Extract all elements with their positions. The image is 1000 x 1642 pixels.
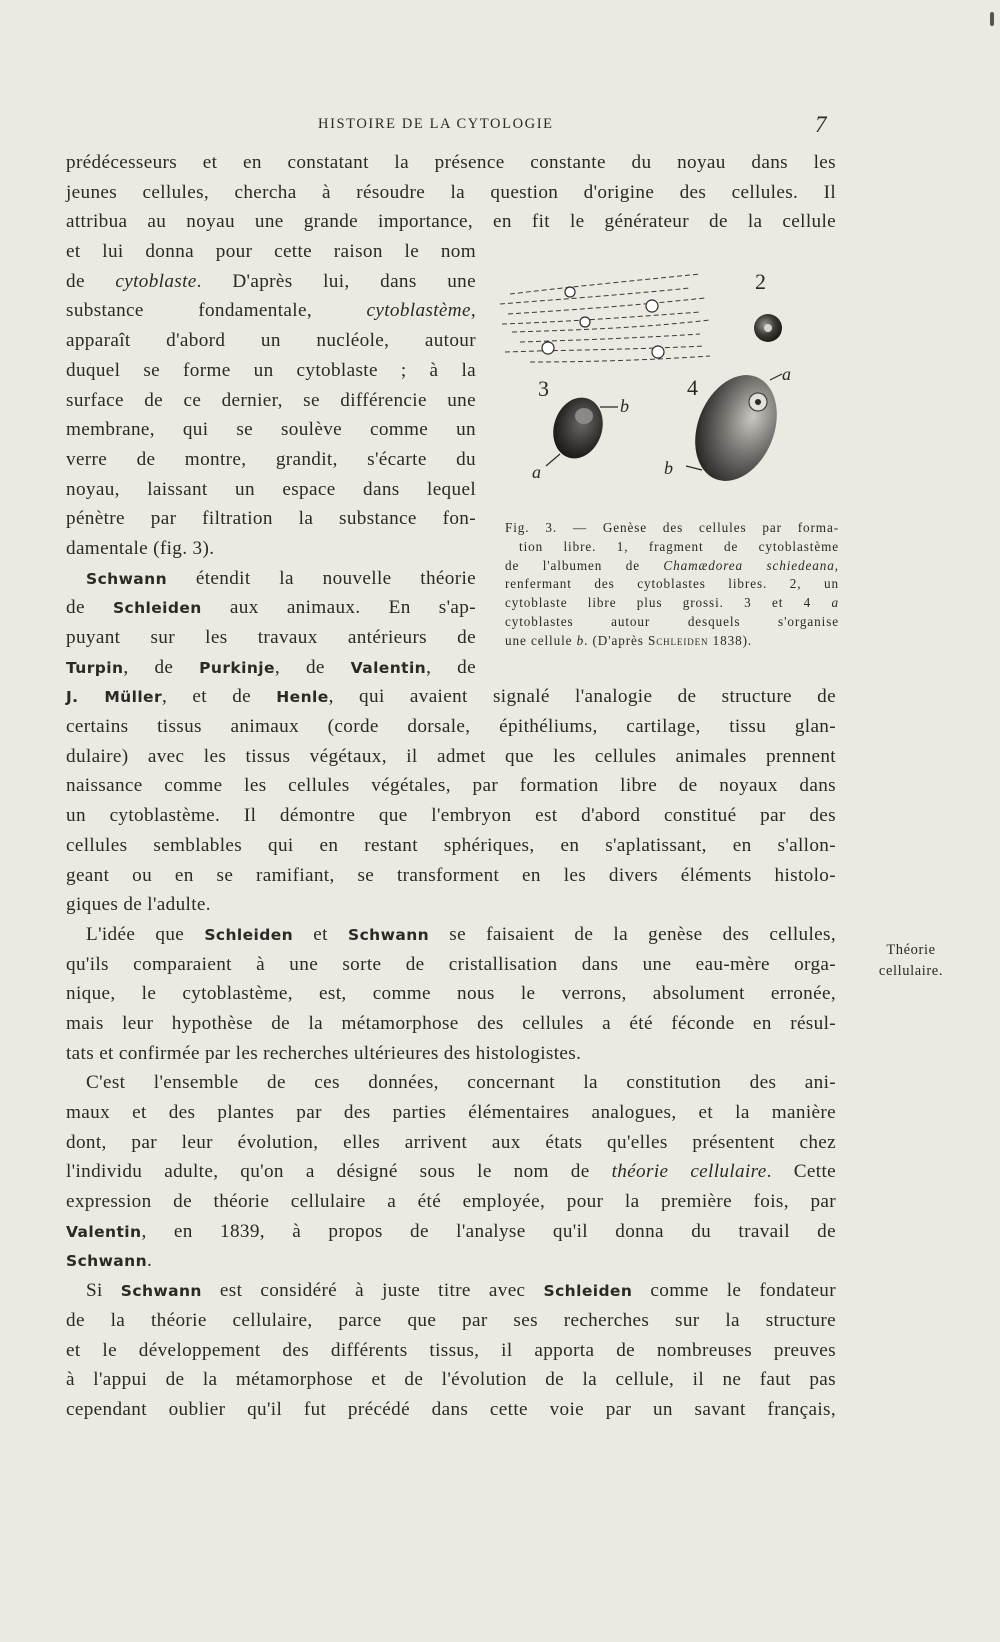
caption-letter: a <box>831 595 839 611</box>
text-run: , en 1839, à propos de l'analyse qu'il donna du travail de <box>141 1220 836 1242</box>
text-run: Si <box>86 1280 121 1302</box>
text-run: , de <box>123 656 200 678</box>
margin-note <box>866 940 956 982</box>
author-name: Schwann <box>120 1282 202 1301</box>
text-run: de <box>66 597 113 619</box>
text-line <box>66 1157 836 1187</box>
text-line: cellules semblables qui en restant sphériques, en s'aplatissant, en s'allon- <box>66 834 836 856</box>
text-run: l'individu adulte, qu'on a désigné sous le nom de <box>66 1161 612 1183</box>
cell-3 <box>546 391 618 466</box>
text-run: aux animaux. En s'ap- <box>201 597 476 619</box>
free-cytoblastes <box>542 287 664 358</box>
caption-run: cytoblaste libre plus grossi. 3 et 4 <box>505 595 832 611</box>
page-number: 7 <box>815 112 827 137</box>
caption-run: , <box>834 557 839 573</box>
text-line <box>66 593 476 623</box>
caption-line: cytoblastes autour desquels s'organise <box>505 613 839 629</box>
cytoblasteme-fragment <box>500 274 710 362</box>
text-line <box>66 296 476 326</box>
text-line <box>66 682 836 712</box>
page-edge-mark <box>990 12 994 26</box>
caption-line <box>505 557 839 576</box>
text-line: pénètre par filtration la substance fon- <box>66 508 476 530</box>
margin-note-line: Théorie <box>886 942 936 958</box>
text-line: naissance comme les cellules végétales, par formation libre de noyaux dans <box>66 775 836 797</box>
text-run: se faisaient de la genèse des cellules, <box>429 923 836 945</box>
caption-line: renfermant des cytoblastes libres. 2, un <box>505 576 839 592</box>
figure-caption <box>505 519 839 651</box>
text-run: . <box>147 1250 153 1272</box>
text-line: giques de l'adulte. <box>66 894 211 916</box>
caption-author: Schleiden <box>648 632 709 648</box>
text-line: membrane, qui se soulève comme un <box>66 419 476 441</box>
author-name: Schwann <box>66 1252 148 1271</box>
text-line: verre de montre, grandit, s'écarte du <box>66 448 476 470</box>
text-line: prédécesseurs et en constatant la présence constante du noyau dans les <box>66 152 836 173</box>
text-run: substance fondamentale, <box>66 300 367 322</box>
figure-label-a-3: a <box>532 462 541 482</box>
text-line <box>66 1217 836 1247</box>
text-line: mais leur hypothèse de la métamorphose des cellules a été féconde en résul- <box>66 1012 836 1034</box>
species-name: Chamædorea schiedeana <box>663 557 835 573</box>
caption-letter: b <box>576 632 585 648</box>
text-line <box>66 920 836 950</box>
text-line: certains tissus animaux (corde dorsale, épithéliums, cartilage, tissu glan- <box>66 716 836 738</box>
text-line: et le développement des différents tissus, il apporta de nombreuses preuves <box>66 1339 836 1361</box>
figure-label-b-3: b <box>620 396 629 416</box>
text-line: de la théorie cellulaire, parce que par ses recherches sur la structure <box>66 1309 836 1331</box>
text-line: cependant oublier qu'il fut précédé dans cette voie par un savant français, <box>66 1398 836 1420</box>
text-line: damentale (fig. 3). <box>66 537 215 559</box>
text-line <box>66 1246 836 1276</box>
text-run: . Cette <box>766 1161 836 1183</box>
text-line <box>66 564 476 594</box>
caption-line <box>505 594 839 613</box>
figure-label-4: 4 <box>687 375 698 400</box>
text-line: à l'appui de la métamorphose et de l'évolution de la cellule, il ne faut pas <box>66 1369 836 1391</box>
text-run: , de <box>426 656 476 678</box>
author-name: J. Müller <box>66 688 163 707</box>
text-run: , et de <box>162 686 277 708</box>
running-title: HISTOIRE DE LA CYTOLOGIE <box>318 116 554 132</box>
text-line: nique, le cytoblastème, est, comme nous le verrons, absolument erronée, <box>66 983 836 1005</box>
term-cytoblaste: cytoblaste <box>115 270 197 292</box>
text-run: , qui avaient signalé l'analogie de structure de <box>328 686 836 708</box>
text-line: attribua au noyau une grande importance, en fit le générateur de la cellule <box>66 211 836 233</box>
text-line: noyau, laissant un espace dans lequel <box>66 478 476 500</box>
author-name: Schleiden <box>204 925 294 944</box>
text-line: et lui donna pour cette raison le nom <box>66 241 476 263</box>
text-line: C'est l'ensemble de ces données, concernant la constitution des ani- <box>86 1072 836 1094</box>
author-name: Valentin <box>350 658 427 677</box>
text-line: puyant sur les travaux antérieurs de <box>66 627 476 648</box>
text-line <box>66 1276 836 1306</box>
text-line: qu'ils comparaient à une sorte de cristallisation dans une eau-mère orga- <box>66 953 836 975</box>
author-name: Purkinje <box>199 658 275 677</box>
author-name: Schleiden <box>543 1282 633 1301</box>
cytoblaste-2 <box>754 314 782 342</box>
caption-run: 1838). <box>708 632 753 648</box>
author-name: Henle <box>276 688 329 707</box>
text-run: est considéré à juste titre avec <box>201 1280 544 1302</box>
text-line: geant ou en se ramifiant, se transforment en les divers éléments histolo- <box>66 864 836 886</box>
figure-label-a-4: a <box>782 364 791 384</box>
text-line: duquel se forme un cytoblaste ; à la <box>66 359 476 381</box>
text-run: . D'après lui, dans une <box>196 270 476 292</box>
text-run: et <box>293 923 349 945</box>
figure-label-2: 2 <box>755 270 766 294</box>
text-line: dont, par leur évolution, elles arrivent aux états qu'elles présentent chez <box>66 1131 836 1153</box>
text-line <box>66 267 476 297</box>
text-line: un cytoblastème. Il démontre que l'embryon est d'abord constitué par des <box>66 805 836 827</box>
text-line: apparaît d'abord un nucléole, autour <box>66 330 476 352</box>
caption-line <box>505 632 839 651</box>
text-line: surface de ce dernier, se différencie une <box>66 389 476 411</box>
margin-note-line: cellulaire. <box>878 963 944 979</box>
text-line: jeunes cellules, chercha à résoudre la question d'origine des cellules. Il <box>66 181 836 203</box>
caption-run: . (D'après <box>584 632 648 648</box>
text-line <box>66 653 476 683</box>
term-cytoblasteme: cytoblastème <box>366 300 471 322</box>
author-name: Turpin <box>66 658 124 677</box>
author-name: Schwann <box>86 569 168 588</box>
author-name: Valentin <box>66 1222 142 1241</box>
text-run: L'idée que <box>86 923 205 945</box>
author-name: Schwann <box>348 925 430 944</box>
text-line: dulaire) avec les tissus végétaux, il admet que les cellules animales prennent <box>66 745 836 767</box>
text-line: maux et des plantes par des parties élémentaires analogues, et la manière <box>66 1102 836 1123</box>
caption-line: Fig. 3. — Genèse des cellules par forma- <box>505 520 839 535</box>
author-name: Schleiden <box>112 599 202 618</box>
term-theorie-cellulaire: théorie cellulaire <box>611 1161 767 1183</box>
text-run: , <box>470 300 476 322</box>
figure-3-illustration <box>500 270 845 500</box>
text-run: comme le fondateur <box>632 1280 836 1302</box>
caption-run: de l'albumen de <box>505 557 664 573</box>
text-run: , de <box>274 656 351 678</box>
text-line: tats et confirmée par les recherches ultérieures des histologistes. <box>66 1042 582 1064</box>
text-run: étendit la nouvelle théorie <box>167 567 476 589</box>
text-line: expression de théorie cellulaire a été employée, pour la première fois, par <box>66 1191 836 1213</box>
text-run: de <box>66 270 116 292</box>
figure-label-3: 3 <box>538 376 549 401</box>
caption-run: une cellule <box>505 632 577 648</box>
figure-label-b-4: b <box>664 458 673 478</box>
caption-line: tion libre. 1, fragment de cytoblastème <box>519 538 839 554</box>
